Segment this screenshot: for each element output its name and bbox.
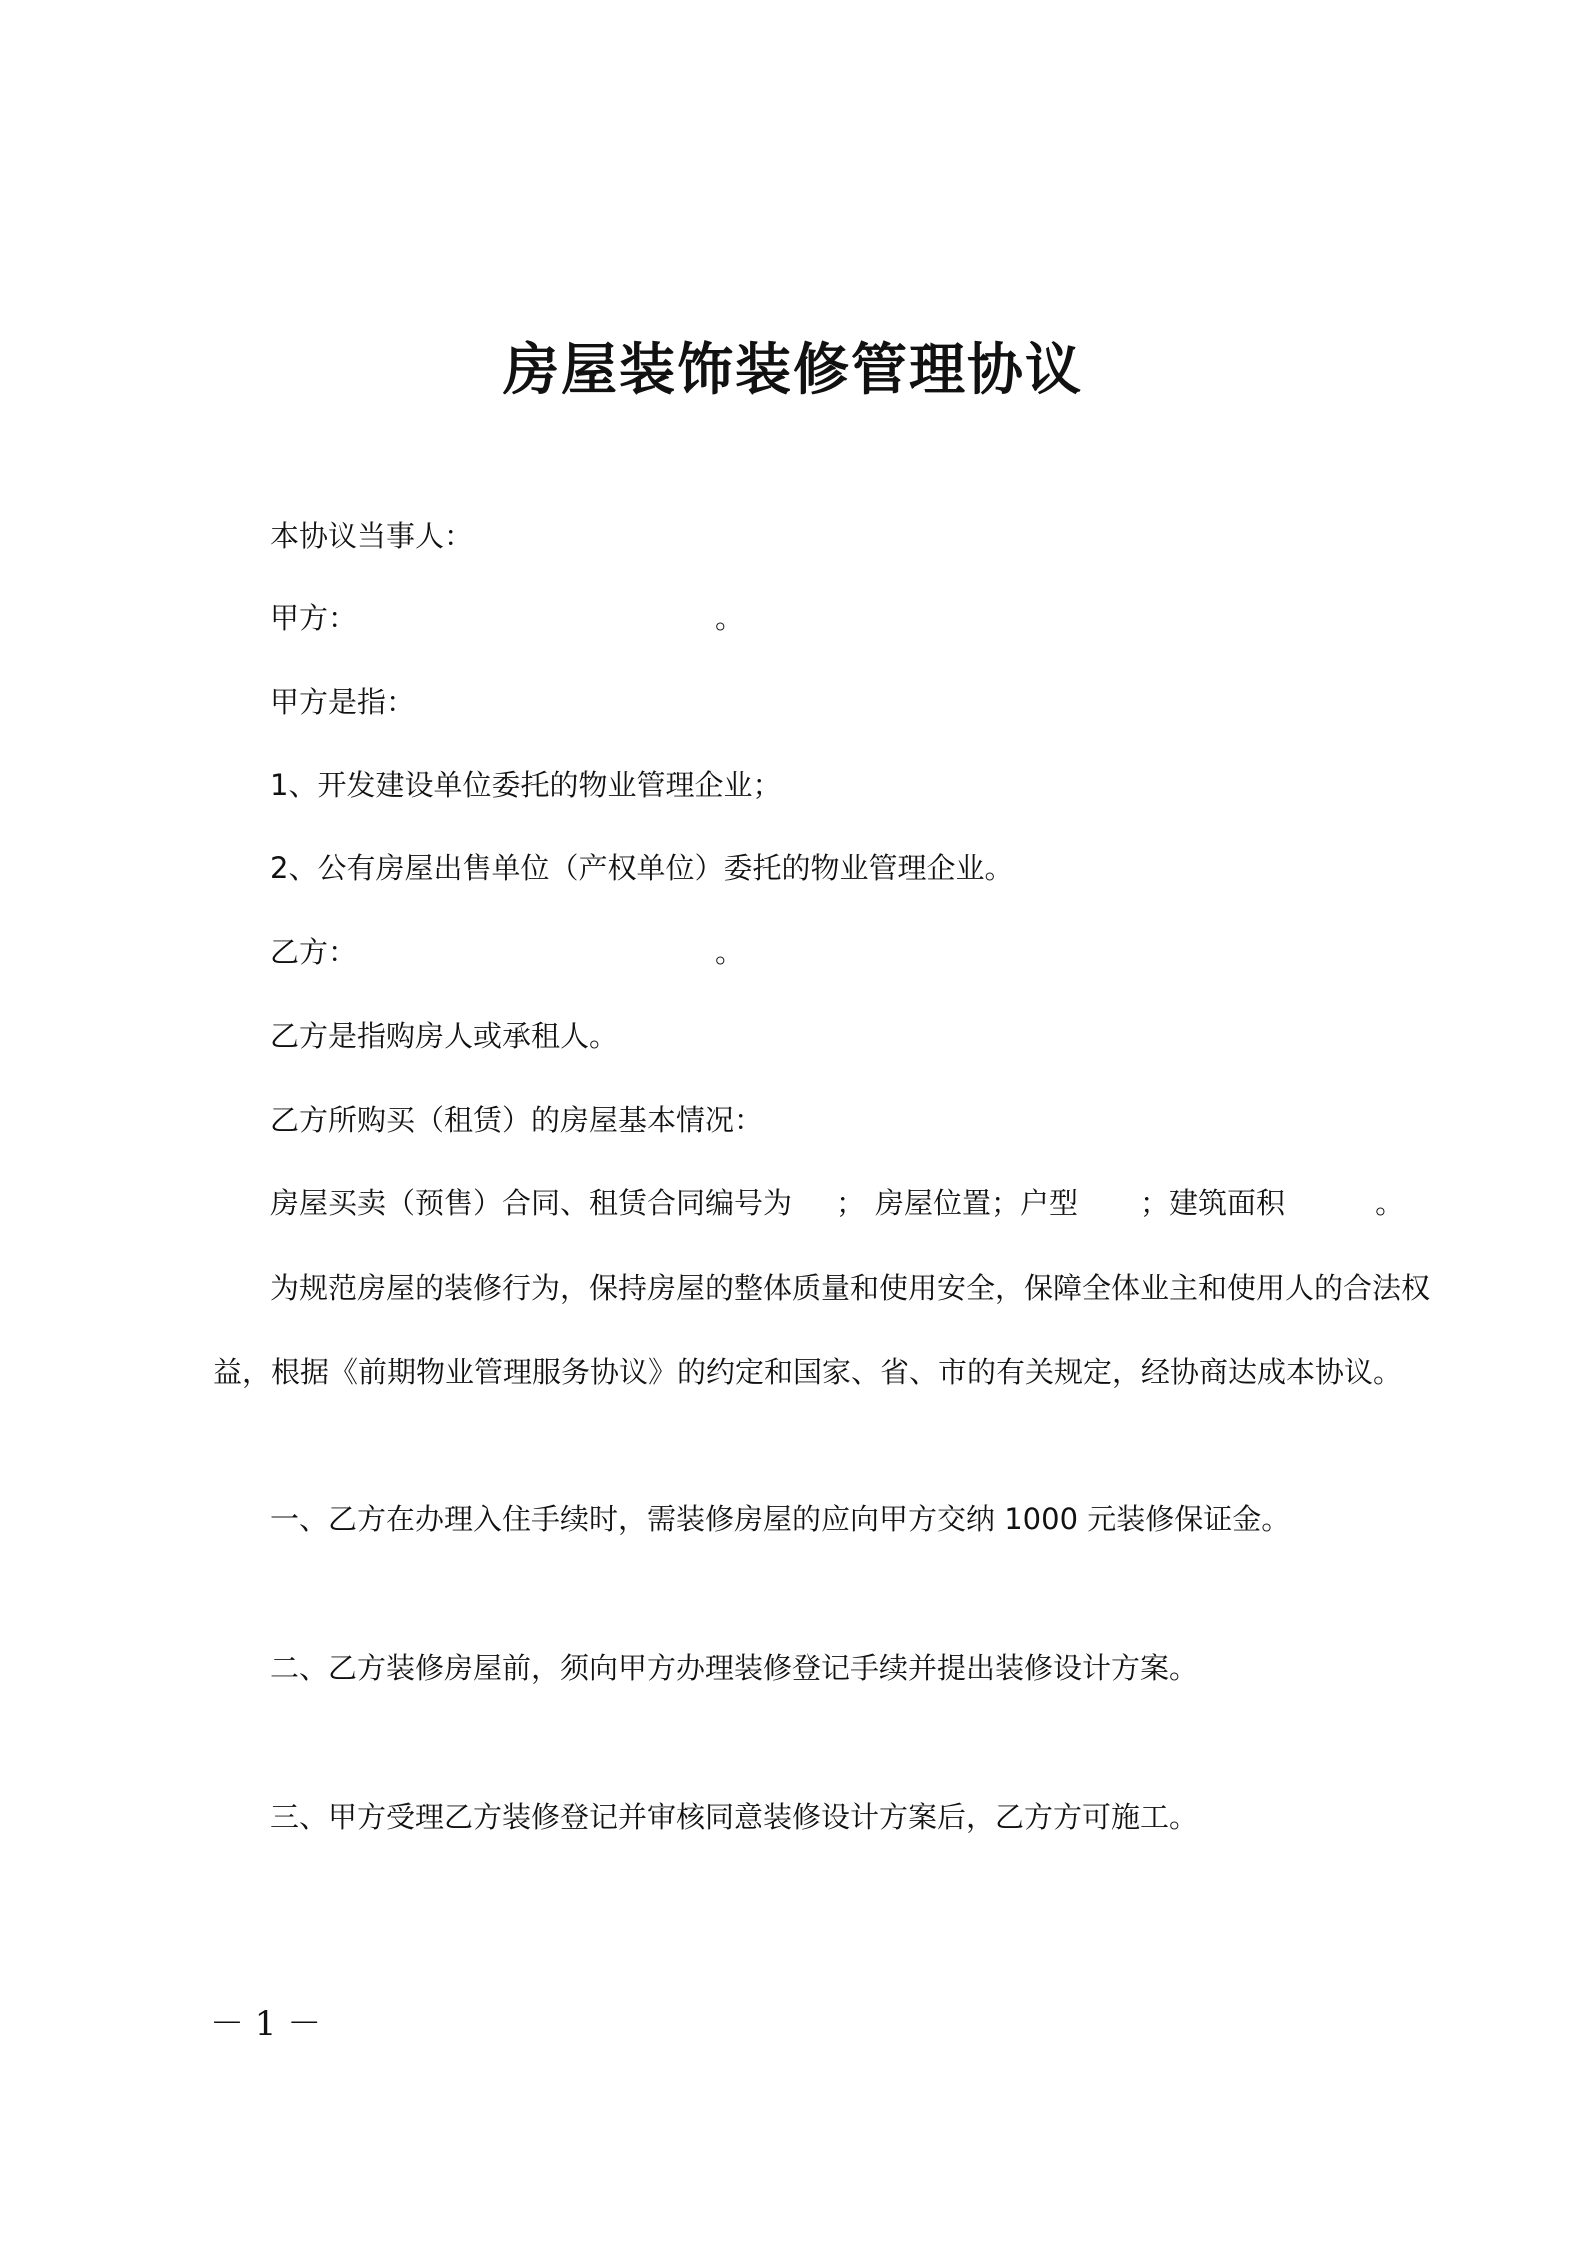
party-a-definition-item-1: 1、开发建设单位委托的物业管理企业； (270, 768, 782, 802)
party-a-line (270, 598, 744, 638)
clause-3: 三、甲方受理乙方装修登记并审核同意装修设计方案后，乙方方可施工。 (270, 1800, 1199, 1834)
clause-1: 一、乙方在办理入住手续时，需装修房屋的应向甲方交纳 1000 元装修保证金。 (270, 1502, 1291, 1536)
house-info-line (270, 1183, 1404, 1223)
party-a-definition-item-2: 2、公有房屋出售单位（产权单位）委托的物业管理企业。 (270, 851, 1014, 885)
house-info-end: 。 (1375, 1186, 1405, 1220)
contract-number-label: 房屋买卖（预售）合同、租赁合同编号为 (270, 1186, 793, 1220)
party-b-end: 。 (715, 935, 745, 969)
purpose-line-2: 益，根据《前期物业管理服务协议》的约定和国家、省、市的有关规定，经协商达成本协议。 (213, 1355, 1403, 1389)
party-b-definition: 乙方是指购房人或承租人。 (270, 1019, 619, 1053)
purpose-line-1: 为规范房屋的装修行为，保持房屋的整体质量和使用安全，保障全体业主和使用人的合法权 (270, 1271, 1431, 1305)
party-b-label: 乙方： (270, 935, 358, 969)
party-a-definition: 甲方是指： (270, 685, 416, 719)
party-a-label: 甲方： (270, 601, 358, 635)
intro-line: 本协议当事人： (270, 519, 474, 553)
area-label: ；建筑面积 (1140, 1186, 1286, 1220)
party-a-end: 。 (715, 601, 745, 635)
page-number: － 1 － (210, 2004, 322, 2044)
document-title: 房屋装饰装修管理协议 (503, 338, 1083, 403)
clause-2: 二、乙方装修房屋前，须向甲方办理装修登记手续并提出装修设计方案。 (270, 1651, 1199, 1685)
separator-1: ； (836, 1186, 866, 1220)
party-b-line (270, 932, 744, 972)
house-info-label: 乙方所购买（租赁）的房屋基本情况： (270, 1103, 764, 1137)
location-label: 房屋位置；户型 (875, 1186, 1079, 1220)
